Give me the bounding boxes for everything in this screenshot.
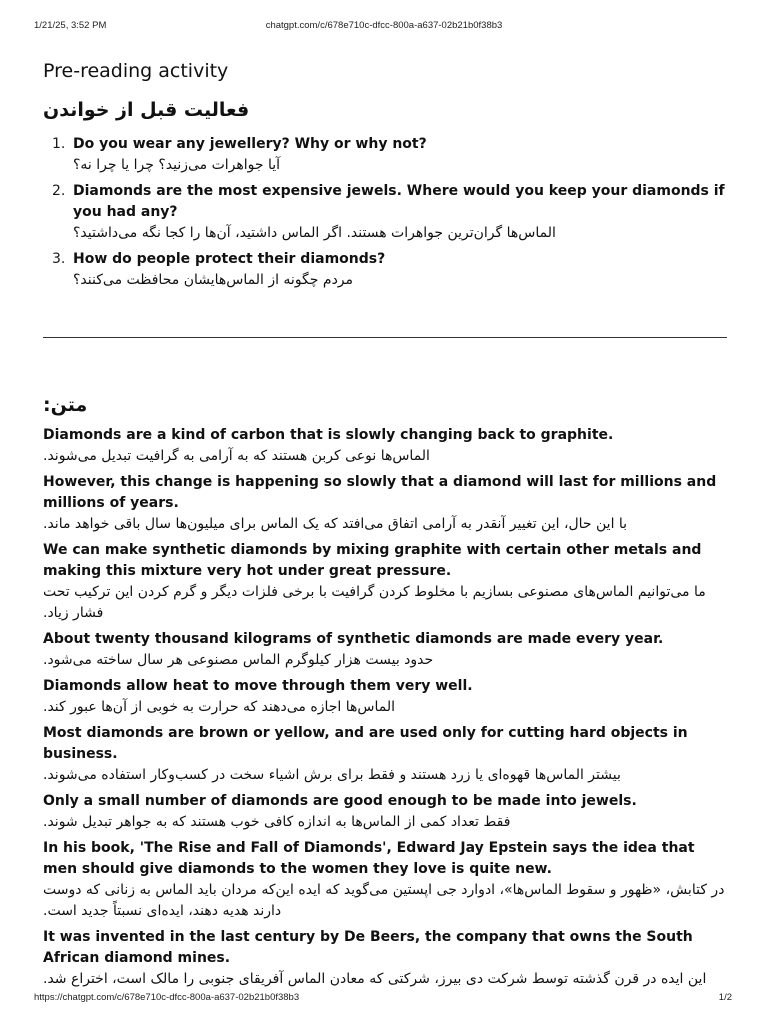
question-persian: آیا جواهرات می‌زنید؟ چرا یا چرا نه؟ <box>73 157 281 173</box>
question-number: 1. <box>52 136 66 152</box>
question-english: How do people protect their diamonds? <box>73 251 386 267</box>
paragraph-persian: فقط تعداد کمی از الماس‌ها به اندازه کافی خوب هستند که به جواهر تبدیل شوند. <box>43 814 511 830</box>
paragraph-persian: با این حال، این تغییر آنقدر به آرامی اتفاق می‌افتد که یک الماس برای میلیون‌ها سال باقی خواهد ماند. <box>43 516 628 532</box>
paragraph <box>43 723 727 786</box>
paragraph <box>43 425 727 467</box>
question-english: Diamonds are the most expensive jewels. Where would you keep your diamonds if you had any? <box>73 183 725 220</box>
footer-url: https://chatgpt.com/c/678e710c-dfcc-800a-a637-02b21b0f38b3 <box>34 992 300 1003</box>
section-divider <box>43 337 727 338</box>
paragraph-persian: بیشتر الماس‌ها قهوه‌ای یا زرد هستند و فقط برای برش اشیاء سخت در کسب‌وکار استفاده می‌شوند. <box>43 767 621 783</box>
paragraph <box>43 676 727 718</box>
paragraph-english: We can make synthetic diamonds by mixing graphite with certain other metals and making this mixture very hot under great pressure. <box>43 542 702 579</box>
paragraph-english: Most diamonds are brown or yellow, and are used only for cutting hard objects in business. <box>43 725 688 762</box>
paragraph-english: Diamonds allow heat to move through them very well. <box>43 678 473 694</box>
question-number: 2. <box>52 183 66 199</box>
question-persian: الماس‌ها گران‌ترین جواهرات هستند. اگر الماس داشتید، آن‌ها را کجا نگه می‌داشتید؟ <box>73 225 556 241</box>
paragraph <box>43 791 727 833</box>
paragraph <box>43 540 727 624</box>
paragraph-persian: حدود بیست هزار کیلوگرم الماس مصنوعی هر سال ساخته می‌شود. <box>43 652 434 668</box>
document-body <box>43 58 727 990</box>
paragraph-english: About twenty thousand kilograms of synthetic diamonds are made every year. <box>43 631 664 647</box>
print-header <box>0 20 768 34</box>
paragraph-english: However, this change is happening so slowly that a diamond will last for millions and millions of years. <box>43 474 717 511</box>
question-english: Do you wear any jewellery? Why or why not? <box>73 136 427 152</box>
paragraph <box>43 838 727 922</box>
question-persian: مردم چگونه از الماس‌هایشان محافظت می‌کنند؟ <box>73 272 354 288</box>
paragraph-persian: الماس‌ها نوعی کربن هستند که به آرامی به گرافیت تبدیل می‌شوند. <box>43 448 430 464</box>
paragraph-persian: این ایده در قرن گذشته توسط شرکت دی بیرز، شرکتی که معادن الماس آفریقای جنوبی را مالک است، اختراع شد. <box>43 971 707 987</box>
paragraph-english: Only a small number of diamonds are good enough to be made into jewels. <box>43 793 637 809</box>
print-footer <box>0 992 768 1006</box>
text-section-heading: متن: <box>43 394 88 416</box>
page-title: Pre-reading activity <box>43 60 229 82</box>
question-number: 3. <box>52 251 66 267</box>
paragraph-persian: ما می‌توانیم الماس‌های مصنوعی بسازیم با مخلوط کردن گرافیت با برخی فلزات دیگر و گرم کردن این ترکیب تحت فشار زیاد. <box>43 584 706 621</box>
paragraph <box>43 472 727 535</box>
paragraph-english: Diamonds are a kind of carbon that is slowly changing back to graphite. <box>43 427 614 443</box>
page-title-persian: فعالیت قبل از خواندن <box>43 99 250 121</box>
print-url: chatgpt.com/c/678e710c-dfcc-800a-a637-02b21b0f38b3 <box>265 20 503 31</box>
question-item <box>43 134 727 176</box>
print-datetime: 1/21/25, 3:52 PM <box>34 20 107 31</box>
paragraph-english: In his book, 'The Rise and Fall of Diamonds', Edward Jay Epstein says the idea that men should give diamonds to the women they love is quite new. <box>43 840 695 877</box>
paragraph-persian: در کتابش، «ظهور و سقوط الماس‌ها»، ادوارد جی اپستین می‌گوید که ایده این‌که مردان باید الماس به زنانی که دوست دارند هدیه دهند، ایده‌ای نسبتاً جدید است. <box>43 882 725 919</box>
question-list <box>43 134 727 291</box>
paragraph-persian: الماس‌ها اجازه می‌دهند که حرارت به خوبی از آن‌ها عبور کند. <box>43 699 395 715</box>
paragraph <box>43 629 727 671</box>
paragraph <box>43 927 727 990</box>
paragraph-english: It was invented in the last century by De Beers, the company that owns the South African diamond mines. <box>43 929 693 966</box>
question-item <box>43 181 727 244</box>
page-number: 1/2 <box>718 992 732 1003</box>
question-item <box>43 249 727 291</box>
